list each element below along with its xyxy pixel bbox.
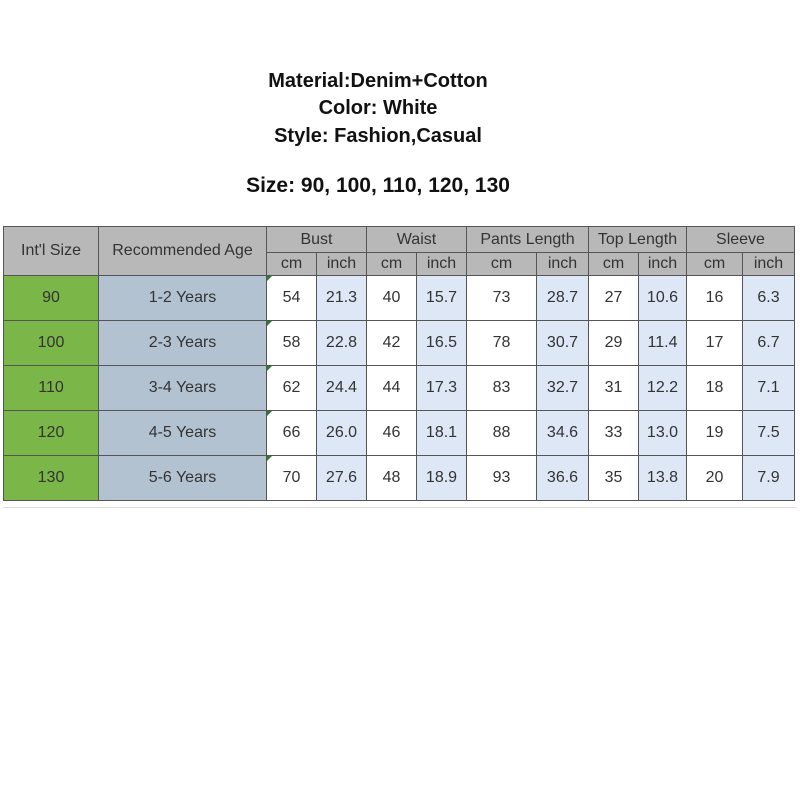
table-header-row <box>4 227 795 253</box>
top-cm-cell: 31 <box>589 366 639 411</box>
table-row <box>4 456 795 501</box>
sleeve-inch-cell: 7.9 <box>743 456 795 501</box>
sleeve-inch-cell: 7.5 <box>743 411 795 456</box>
pants-cm-cell: 78 <box>467 321 537 366</box>
top-inch-cell: 13.0 <box>639 411 687 456</box>
header-intl-size: Int'l Size <box>4 227 99 276</box>
waist-cm-cell: 42 <box>367 321 417 366</box>
waist-cm-cell: 48 <box>367 456 417 501</box>
bust-inch-cell: 21.3 <box>317 276 367 321</box>
waist-inch-cell: 15.7 <box>417 276 467 321</box>
subheader-inch: inch <box>317 253 367 276</box>
top-cm-cell: 35 <box>589 456 639 501</box>
waist-inch-cell: 17.3 <box>417 366 467 411</box>
sleeve-cm-cell: 16 <box>687 276 743 321</box>
sleeve-inch-cell: 6.7 <box>743 321 795 366</box>
bust-cm-cell: 62 <box>267 366 317 411</box>
bust-inch-cell: 24.4 <box>317 366 367 411</box>
color-text: Color: White <box>318 97 438 119</box>
header-waist: Waist <box>367 227 467 253</box>
subheader-inch: inch <box>639 253 687 276</box>
bust-inch-cell: 27.6 <box>317 456 367 501</box>
sleeve-cm-cell: 19 <box>687 411 743 456</box>
subheader-inch: inch <box>537 253 589 276</box>
subheader-inch: inch <box>743 253 795 276</box>
top-inch-cell: 10.6 <box>639 276 687 321</box>
bust-inch-cell: 22.8 <box>317 321 367 366</box>
age-cell: 4-5 Years <box>99 411 267 456</box>
subheader-inch: inch <box>417 253 467 276</box>
table-row <box>4 276 795 321</box>
table-row <box>4 366 795 411</box>
waist-inch-cell: 18.9 <box>417 456 467 501</box>
size-cell: 120 <box>4 411 99 456</box>
top-cm-cell: 27 <box>589 276 639 321</box>
pants-inch-cell: 28.7 <box>537 276 589 321</box>
waist-inch-cell: 18.1 <box>417 411 467 456</box>
bust-cm-cell: 58 <box>267 321 317 366</box>
pants-inch-cell: 36.6 <box>537 456 589 501</box>
pants-cm-cell: 73 <box>467 276 537 321</box>
age-cell: 5-6 Years <box>99 456 267 501</box>
pants-cm-cell: 88 <box>467 411 537 456</box>
age-cell: 3-4 Years <box>99 366 267 411</box>
size-cell: 90 <box>4 276 99 321</box>
sleeve-inch-cell: 7.1 <box>743 366 795 411</box>
pants-inch-cell: 30.7 <box>537 321 589 366</box>
waist-cm-cell: 44 <box>367 366 417 411</box>
header-bust: Bust <box>267 227 367 253</box>
top-inch-cell: 11.4 <box>639 321 687 366</box>
pants-inch-cell: 32.7 <box>537 366 589 411</box>
waist-inch-cell: 16.5 <box>417 321 467 366</box>
bust-cm-cell: 70 <box>267 456 317 501</box>
table-row <box>4 411 795 456</box>
waist-cm-cell: 46 <box>367 411 417 456</box>
header-recommended-age: Recommended Age <box>99 227 267 276</box>
waist-cm-cell: 40 <box>367 276 417 321</box>
pants-inch-cell: 34.6 <box>537 411 589 456</box>
bust-cm-cell: 54 <box>267 276 317 321</box>
divider <box>3 507 797 508</box>
header-pants-length: Pants Length <box>467 227 589 253</box>
size-cell: 110 <box>4 366 99 411</box>
age-cell: 2-3 Years <box>99 321 267 366</box>
top-cm-cell: 29 <box>589 321 639 366</box>
bust-cm-cell: 66 <box>267 411 317 456</box>
size-text: Size: 90, 100, 110, 120, 130 <box>246 174 510 197</box>
size-cell: 100 <box>4 321 99 366</box>
size-chart-table <box>3 226 795 501</box>
pants-cm-cell: 83 <box>467 366 537 411</box>
material-text: Material:Denim+Cotton <box>268 70 488 92</box>
pants-cm-cell: 93 <box>467 456 537 501</box>
sleeve-cm-cell: 20 <box>687 456 743 501</box>
top-inch-cell: 12.2 <box>639 366 687 411</box>
size-cell: 130 <box>4 456 99 501</box>
age-cell: 1-2 Years <box>99 276 267 321</box>
style-text: Style: Fashion,Casual <box>274 125 482 147</box>
top-cm-cell: 33 <box>589 411 639 456</box>
subheader-cm: cm <box>687 253 743 276</box>
subheader-cm: cm <box>267 253 317 276</box>
header-top-length: Top Length <box>589 227 687 253</box>
subheader-cm: cm <box>589 253 639 276</box>
table-row <box>4 321 795 366</box>
sleeve-inch-cell: 6.3 <box>743 276 795 321</box>
top-inch-cell: 13.8 <box>639 456 687 501</box>
header-sleeve: Sleeve <box>687 227 795 253</box>
sleeve-cm-cell: 18 <box>687 366 743 411</box>
bust-inch-cell: 26.0 <box>317 411 367 456</box>
subheader-cm: cm <box>367 253 417 276</box>
subheader-cm: cm <box>467 253 537 276</box>
sleeve-cm-cell: 17 <box>687 321 743 366</box>
